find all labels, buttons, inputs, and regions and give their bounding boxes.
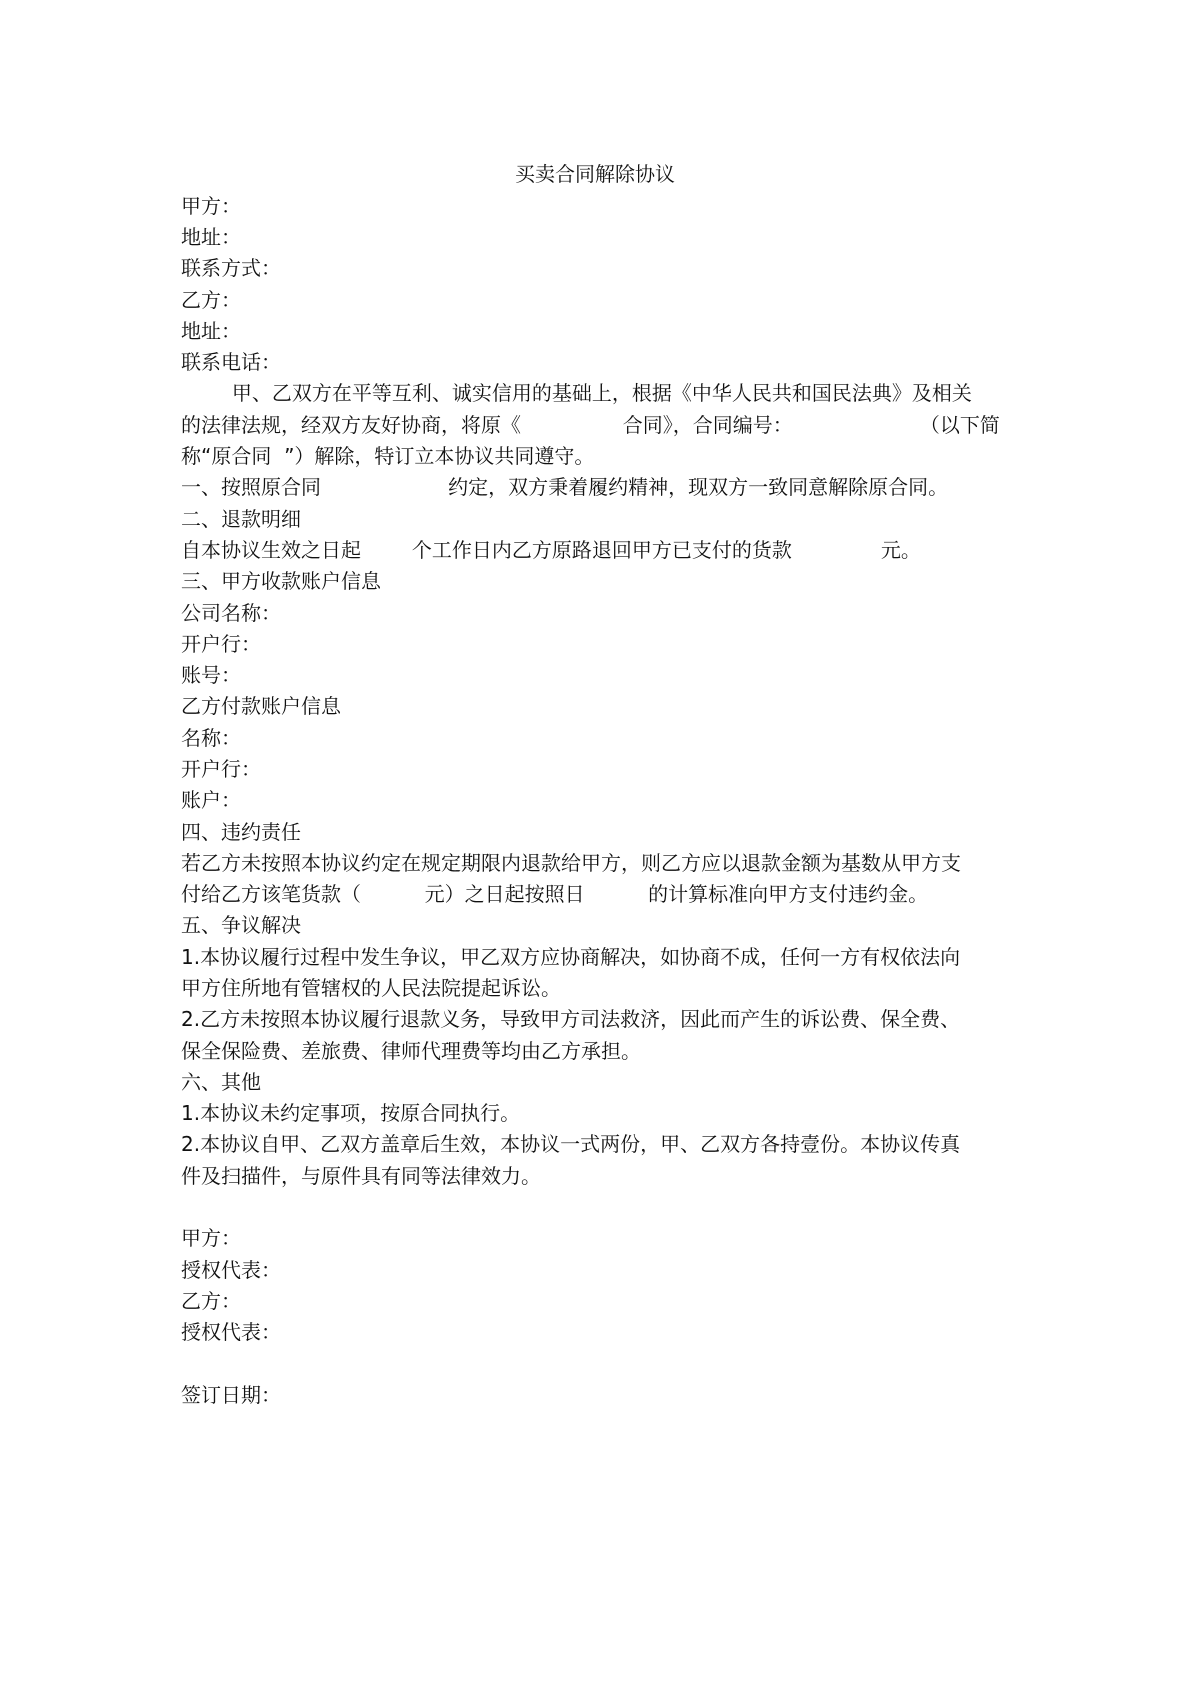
section-heading: 五、争议解决 <box>181 913 301 937</box>
signature-rep-a: 授权代表： <box>181 1258 281 1282</box>
document-title: 买卖合同解除协议 <box>515 162 675 186</box>
clause-5-line: 1.本协议履行过程中发生争议，甲乙双方应协商解决，如协商不成，任何一方有权依法向 <box>181 945 961 969</box>
signature-date: 签订日期： <box>181 1383 281 1407</box>
party-a-contact: 联系方式： <box>181 256 281 280</box>
section-heading: 二、退款明细 <box>181 507 301 531</box>
clause-2: 自本协议生效之日起 个工作日内乙方原路退回甲方已支付的货款 元。 <box>181 538 921 562</box>
party-b-label: 乙方： <box>181 288 241 312</box>
name-b: 名称： <box>181 726 241 750</box>
section-heading: 四、违约责任 <box>181 820 301 844</box>
clause-1: 一、按照原合同 约定，双方秉着履约精神，现双方一致同意解除原合同。 <box>181 475 949 499</box>
clause-5-line: 2.乙方未按照本协议履行退款义务，导致甲方司法救济，因此而产生的诉讼费、保全费、 <box>181 1007 961 1031</box>
section-heading: 六、其他 <box>181 1070 261 1094</box>
clause-6-line: 1.本协议未约定事项，按原合同执行。 <box>181 1101 521 1125</box>
preamble-line: 称“原合同 ”）解除，特订立本协议共同遵守。 <box>181 444 595 468</box>
company-name: 公司名称： <box>181 601 281 625</box>
party-a-label: 甲方： <box>181 194 241 218</box>
party-b-phone: 联系电话： <box>181 350 281 374</box>
clause-5-line: 甲方住所地有管辖权的人民法院提起诉讼。 <box>181 976 561 1000</box>
payer-heading: 乙方付款账户信息 <box>181 694 341 718</box>
clause-4-line: 付给乙方该笔货款（ 元）之日起按照日 的计算标准向甲方支付违约金。 <box>181 882 929 906</box>
clause-4-line: 若乙方未按照本协议约定在规定期限内退款给甲方，则乙方应以退款金额为基数从甲方支 <box>181 851 961 875</box>
signature-party-b: 乙方： <box>181 1289 241 1313</box>
section-heading: 三、甲方收款账户信息 <box>181 569 381 593</box>
account-b: 账户： <box>181 788 241 812</box>
preamble-line: 的法律法规，经双方友好协商，将原《 合同》，合同编号： （以下简 <box>181 413 1000 437</box>
signature-party-a: 甲方： <box>181 1226 241 1250</box>
clause-5-line: 保全保险费、差旅费、律师代理费等均由乙方承担。 <box>181 1039 641 1063</box>
account-a: 账号： <box>181 663 241 687</box>
clause-6-line: 2.本协议自甲、乙双方盖章后生效，本协议一式两份，甲、乙双方各持壹份。本协议传真 <box>181 1132 961 1156</box>
preamble-line: 甲、乙双方在平等互利、诚实信用的基础上，根据《中华人民共和国民法典》及相关 <box>181 381 972 405</box>
party-b-address: 地址： <box>181 319 241 343</box>
party-a-address: 地址： <box>181 225 241 249</box>
clause-6-line: 件及扫描件，与原件具有同等法律效力。 <box>181 1164 541 1188</box>
bank-b: 开户行： <box>181 757 261 781</box>
signature-rep-b: 授权代表： <box>181 1320 281 1344</box>
bank-a: 开户行： <box>181 632 261 656</box>
